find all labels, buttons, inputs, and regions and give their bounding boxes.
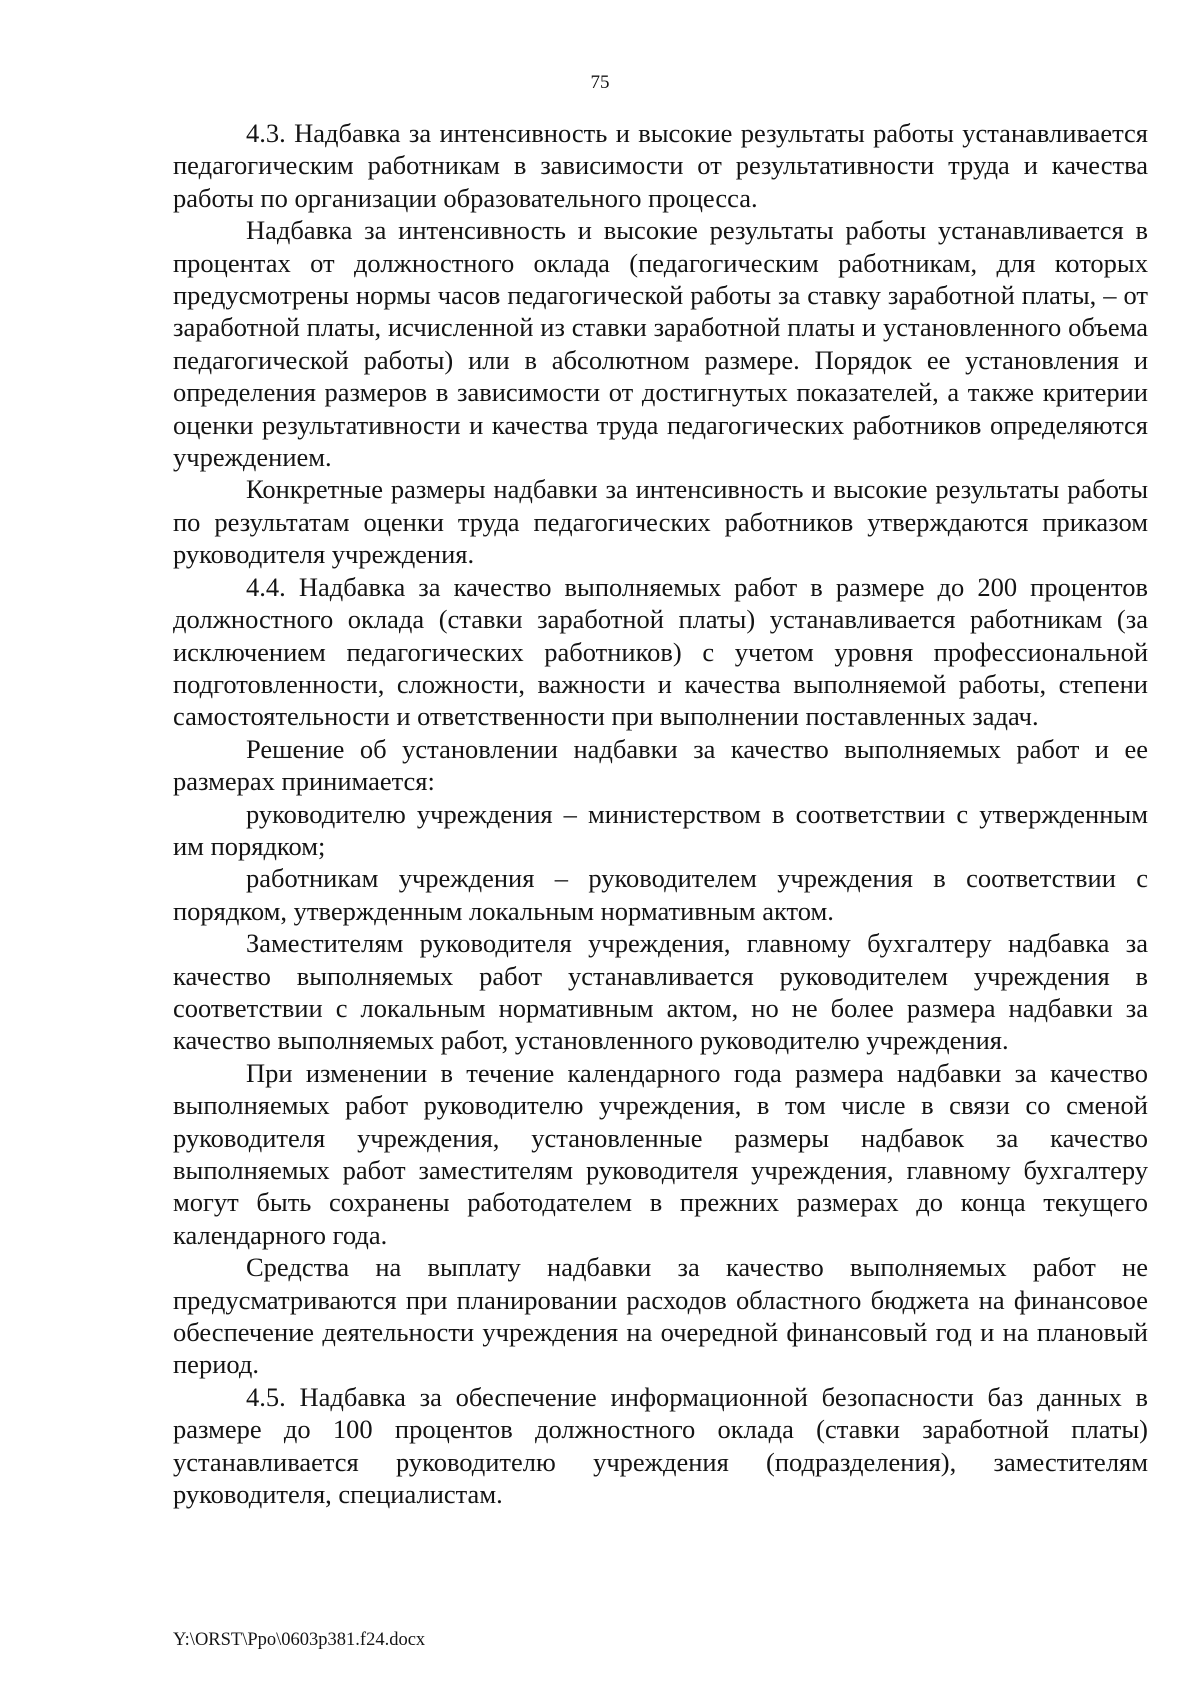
paragraph-funding: Средства на выплату надбавки за качество выполняемых работ не предусматриваются при планировании расходов областного бюджета на финансовое обеспечение деятельности учреждения на очередной финансовый год и на плановый период. — [173, 1252, 1148, 1380]
paragraph-deputies-bonus: Заместителям руководителя учреждения, главному бухгалтеру надбавка за качество выполняемых работ устанавливается руководителем учреждения в соответствии с локальным нормативным актом, но не более размера надбавки за качество выполняемых работ, установленного руководителю учреждения. — [173, 928, 1148, 1056]
paragraph-quality-bonus-decision: Решение об установлении надбавки за качество выполняемых работ и ее размерах принимается: — [173, 733, 1148, 797]
paragraph-4-3: 4.3. Надбавка за интенсивность и высокие результаты работы устанавливается педагогическим работникам в зависимости от результативности труда и качества работы по организации образовательного процесса. — [173, 118, 1148, 213]
paragraph-4-5: 4.5. Надбавка за обеспечение информационной безопасности баз данных в размере до 100 процентов должностного оклада (ставки заработной платы) устанавливается руководителю учреждения (подразделения), заместителям руководителя, специалистам. — [173, 1381, 1148, 1510]
paragraph-decision-employees: работникам учреждения – руководителем учреждения в соответствии с порядком, утвержденным локальным нормативным актом. — [173, 863, 1148, 926]
paragraph-4-4: 4.4. Надбавка за качество выполняемых работ в размере до 200 процентов должностного оклада (ставки заработной платы) устанавливается работникам (за исключением педагогических работников) с учетом уровня профессиональной подготовленности, сложности, важности и качества выполняемой работы, степени самостоятельности и ответственности при выполнении поставленных задач. — [173, 571, 1148, 732]
page-number: 75 — [590, 72, 610, 93]
paragraph-change-during-year: При изменении в течение календарного года размера надбавки за качество выполняемых работ руководителю учреждения, в том числе в связи со сменой руководителя учреждения, установленные размеры надбавок за качество выполняемых работ заместителям руководителя учреждения, главному бухгалтеру могут быть сохранены работодателем в прежних размерах до конца текущего календарного года. — [173, 1057, 1148, 1250]
footer-file-path: Y:\ORST\Ppo\0603p381.f24.docx — [173, 1630, 426, 1650]
paragraph-intensity-bonus-amounts: Конкретные размеры надбавки за интенсивность и высокие результаты работы по результатам оценки труда педагогических работников утверждаются приказом руководителя учреждения. — [173, 474, 1148, 570]
paragraph-intensity-bonus-rules: Надбавка за интенсивность и высокие результаты работы устанавливается в процентах от должностного оклада (педагогическим работникам, для которых предусмотрены нормы часов педагогической работы за ставку заработной платы, – от заработной платы, исчисленной из ставки заработной платы и установленного объема педагогической работы) или в абсолютном размере. Порядок ее установления и определения размеров в зависимости от достигнутых показателей, а также критерии оценки результативности и качества труда педагогических работников определяются учреждением. — [173, 215, 1148, 473]
paragraph-decision-head: руководителю учреждения – министерством в соответствии с утвержденным им порядком; — [173, 798, 1148, 861]
document-body — [173, 117, 1148, 1510]
